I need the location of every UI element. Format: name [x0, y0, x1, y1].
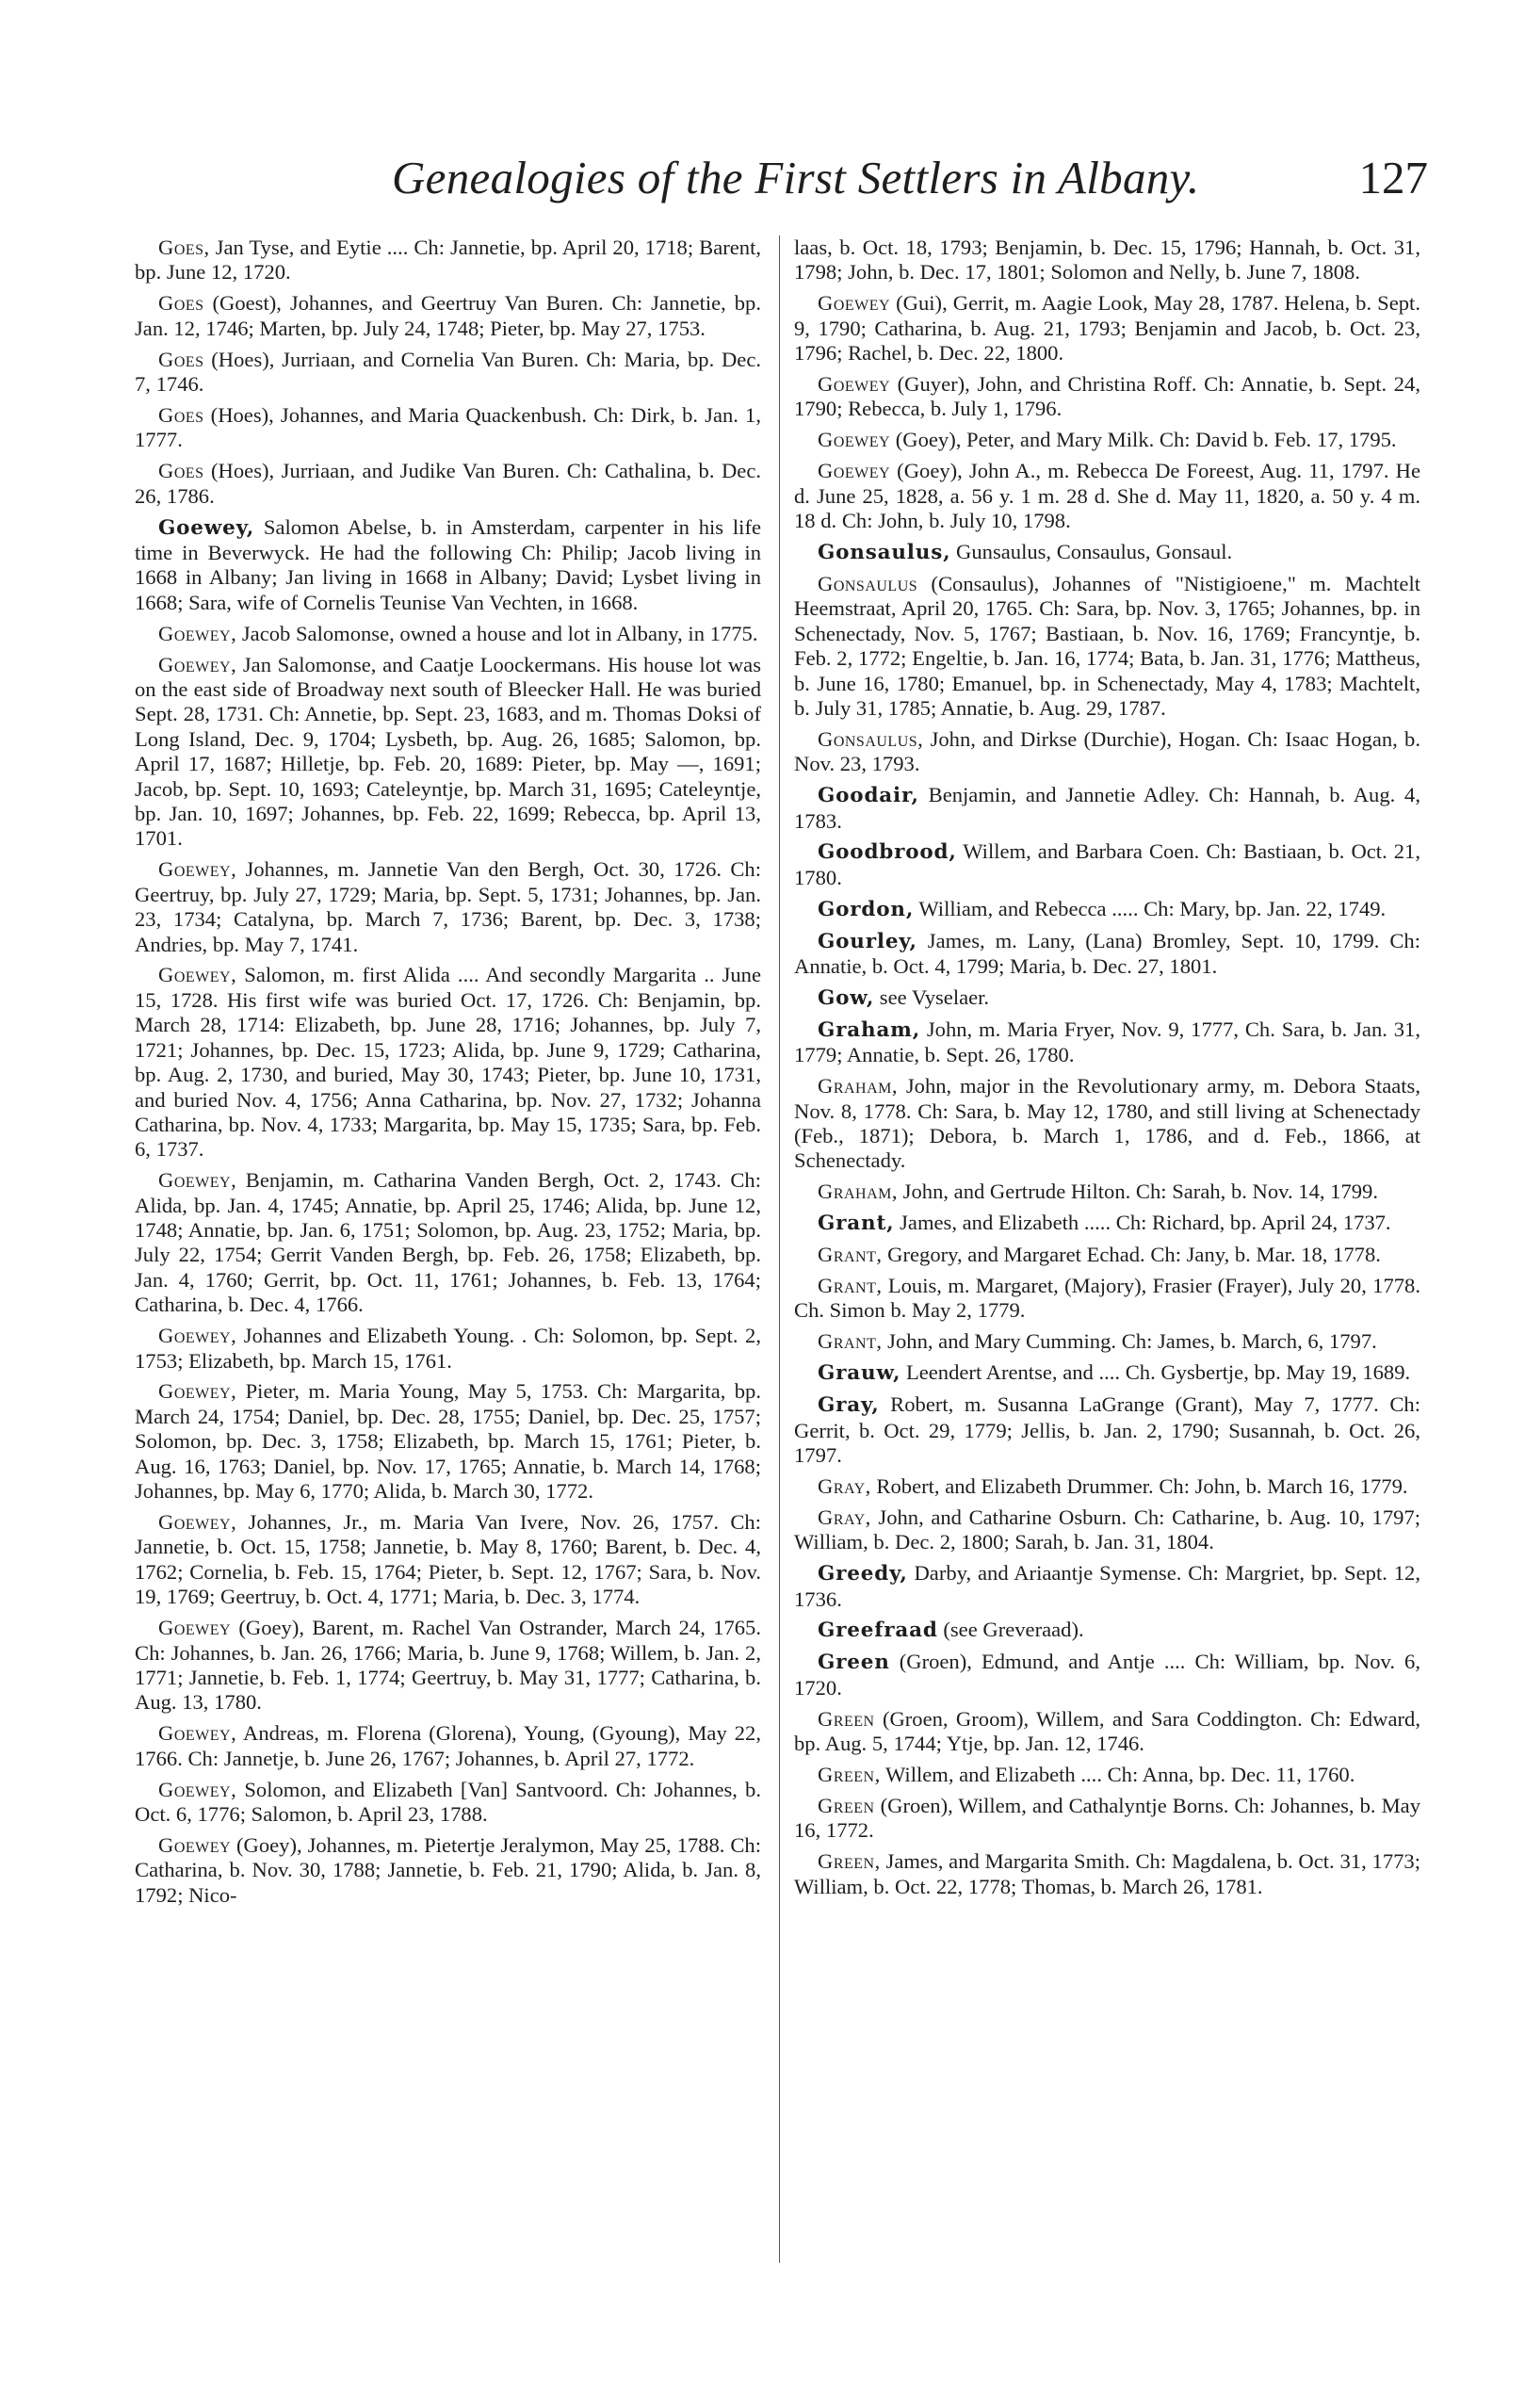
entry-text: Louis, m. Margaret, (Majory), Frasier (Frayer), July 20, 1778. Ch. Simon b. May 2, 1779. — [794, 1274, 1420, 1323]
entry-surname: Green — [818, 1793, 875, 1817]
entry-surname: Goewey, — [158, 652, 237, 676]
entry-surname: Grant, — [818, 1243, 883, 1267]
entry-surname: Gordon, — [818, 897, 915, 921]
entry-surname: Green, — [818, 1762, 881, 1786]
genealogy-entry — [135, 348, 761, 398]
entry-text: Andreas, m. Florena (Glorena), Young, (Gyoung), May 22, 1766. Ch: Jannetje, b. June 26, 1767; Johannes, b. April 27, 1772. — [135, 1721, 761, 1770]
entry-text: Salomon Abelse, b. in Amsterdam, carpenter in his life time in Beverwyck. He had the following Ch: Philip; Jacob living in 1668 in Albany; Jan living in 1668 in Albany; David; Lysbet living in 1668; Sara, wife of Cornelis Teunise Van Vechten, in 1668. — [135, 514, 761, 614]
genealogy-entry — [135, 1721, 761, 1771]
genealogy-entry — [794, 1505, 1420, 1555]
genealogy-entry — [135, 1379, 761, 1504]
entry-surname: Gonsaulus, — [818, 726, 924, 751]
genealogy-entry — [794, 839, 1420, 890]
genealogy-entry — [794, 1274, 1420, 1324]
genealogy-entry — [794, 1243, 1420, 1267]
entry-surname: Graham, — [818, 1017, 921, 1042]
entry-surname: Goewey — [818, 291, 891, 316]
entry-text: Robert, and Elizabeth Drummer. Ch: John, b. March 16, 1779. — [870, 1473, 1408, 1498]
entry-surname: Goodair, — [818, 784, 919, 808]
entry-surname: Graham, — [818, 1180, 899, 1204]
entry-surname: Goes — [158, 402, 204, 427]
entry-surname: Goes, — [158, 236, 210, 259]
entry-surname: Goewey — [818, 428, 891, 452]
running-header — [392, 151, 1428, 217]
entry-text: Leendert Arentse, and .... Ch. Gysbertje, bp. May 19, 1689. — [900, 1360, 1411, 1385]
entry-text: (Goest), Johannes, and Geertruy Van Buren. Ch: Jannetie, bp. Jan. 12, 1746; Marten, bp. July 24, 1748; Pieter, bp. May 27, 1753. — [135, 291, 761, 340]
entry-text: laas, b. Oct. 18, 1793; Benjamin, b. Dec. 15, 1796; Hannah, b. Oct. 31, 1798; John, b. Dec. 17, 1801; Solomon and Nelly, b. June 7, 1808. — [794, 236, 1420, 285]
entry-surname: Gray, — [818, 1505, 871, 1529]
genealogy-entry — [135, 963, 761, 1162]
genealogy-entry — [794, 1329, 1420, 1354]
genealogy-entry — [794, 1392, 1420, 1468]
entry-text: Pieter, m. Maria Young, May 5, 1753. Ch: Margarita, bp. March 24, 1754; Daniel, bp. Dec. 28, 1755; Daniel, bp. Dec. 25, 1757; Solomon, bp. Dec. 3, 1758; Elizabeth, bp. March 15, 1761; Pieter, b. Aug. 16, 1763; Daniel, bp. Nov. 17, 1765; Annatie, b. March 14, 1768; Johannes, bp. May 6, 1770; Alida, b. March 30, 1772. — [135, 1379, 761, 1504]
entry-surname: Goewey — [158, 1616, 232, 1640]
entry-surname: Goewey, — [158, 1379, 237, 1404]
genealogy-entry — [135, 459, 761, 509]
entry-text: Benjamin, m. Catharina Vanden Bergh, Oct. 2, 1743. Ch: Alida, bp. Jan. 4, 1745; Annatie, bp. April 25, 1746; Alida, bp. June 12, 1748; Annatie, bp. Jan. 6, 1751; Solomon, bp. Aug. 23, 1752; Maria, bp. July 22, 1754; Gerrit Vanden Bergh, bp. Feb. 26, 1758; Elizabeth, bp. Jan. 4, 1760; Gerrit, bp. Oct. 11, 1761; Johannes, b. Feb. 13, 1764; Catharina, b. Dec. 4, 1766. — [135, 1168, 761, 1317]
entry-surname: Greedy, — [818, 1562, 908, 1586]
entry-surname: Gray, — [818, 1393, 880, 1418]
genealogy-entry — [794, 540, 1420, 565]
entry-text: Darby, and Ariaantje Symense. Ch: Margriet, bp. Sept. 12, 1736. — [794, 1561, 1420, 1611]
genealogy-entry — [794, 1763, 1420, 1787]
genealogy-entry — [794, 1474, 1420, 1499]
entry-text: Benjamin, and Jannetie Adley. Ch: Hannah, b. Aug. 4, 1783. — [794, 783, 1420, 833]
entry-surname: Green, — [818, 1849, 881, 1874]
entry-surname: Graham, — [818, 1074, 899, 1098]
entry-text: (Hoes), Jurriaan, and Judike Van Buren. Ch: Cathalina, b. Dec. 26, 1786. — [135, 459, 761, 508]
genealogy-entry — [794, 372, 1420, 422]
genealogy-entry — [794, 727, 1420, 777]
entry-surname: Goewey, — [158, 963, 237, 987]
entry-surname: Goewey, — [158, 1168, 237, 1193]
entry-surname: Goodbrood, — [818, 840, 957, 865]
entry-text: James, and Elizabeth ..... Ch: Richard, bp. April 24, 1737. — [894, 1211, 1391, 1235]
genealogy-entry — [794, 897, 1420, 922]
entry-text: Jan Salomonse, and Caatje Loockermans. His house lot was on the east side of Broadway next south of Bleecker Hall. He was buried Sept. 28, 1731. Ch: Annetie, bp. Sept. 23, 1683, and m. Thomas Doksi of Long Island, Dec. 9, 1704; Lysbeth, bp. Aug. 26, 1685; Salomon, bp. April 17, 1687; Hilletje, bp. Feb. 20, 1689: Pieter, bp. May —, 1691; Jacob, bp. Sept. 10, 1693; Cateleyntje, bp. March 31, 1695; Cateleyntje, bp. Jan. 10, 1697; Johannes, bp. Feb. 22, 1699; Rebecca, bp. April 13, 1701. — [135, 652, 761, 851]
genealogy-entry — [794, 1794, 1420, 1844]
entry-text: (see Greveraad). — [937, 1618, 1084, 1642]
genealogy-entry — [794, 1561, 1420, 1612]
entry-text: (Goey), Johannes, m. Pietertje Jeralymon, May 25, 1788. Ch: Catharina, b. Nov. 30, 1788; Jannetie, b. Feb. 21, 1790; Alida, b. Jan. 8, 1792; Nico- — [135, 1832, 761, 1907]
entry-text: Gregory, and Margaret Echad. Ch: Jany, b. Mar. 18, 1778. — [882, 1243, 1381, 1267]
left-column — [135, 236, 761, 1914]
right-column — [794, 236, 1420, 1905]
genealogy-entry — [794, 428, 1420, 452]
entry-surname: Goes — [158, 291, 204, 316]
entry-text: Salomon, m. first Alida .... And secondly Margarita .. June 15, 1728. His first wife was buried Oct. 17, 1726. Ch: Benjamin, bp. March 28, 1714: Elizabeth, bp. June 28, 1716; Johannes, bp. July 7, 1721; Johannes, bp. Dec. 15, 1723; Alida, bp. June 9, 1729; Catharina, bp. Aug. 2, 1730, and buried, May 30, 1743; Pieter, bp. June 10, 1731, and buried Nov. 4, 1756; Anna Catharina, bp. Nov. 27, 1732; Johanna Catharina, bp. Nov. 4, 1733; Margarita, bp. May 15, 1735; Sara, bp. Feb. 6, 1737. — [135, 963, 761, 1162]
genealogy-entry — [794, 1074, 1420, 1174]
genealogy-entry — [794, 572, 1420, 721]
entry-surname: Greefraad — [818, 1619, 938, 1643]
entry-text: Gunsaulus, Consaulus, Gonsaul. — [950, 539, 1233, 563]
entry-text: Johannes, m. Jannetie Van den Bergh, Oct. 30, 1726. Ch: Geertruy, bp. July 27, 1729; Maria, bp. Sept. 5, 1731; Johannes, bp. Jan. 23, 1734; Catalyna, bp. March 7, 1736; Barent, bp. Dec. 3, 1738; Andries, bp. May 7, 1741. — [135, 857, 761, 956]
entry-surname: Grant, — [818, 1274, 883, 1298]
entry-text: (Hoes), Johannes, and Maria Quackenbush. Ch: Dirk, b. Jan. 1, 1777. — [135, 402, 761, 452]
entry-text: John, and Gertrude Hilton. Ch: Sarah, b. Nov. 14, 1799. — [898, 1180, 1379, 1204]
entry-text: John, m. Maria Fryer, Nov. 9, 1777, Ch. Sara, b. Jan. 31, 1779; Annatie, b. Sept. 26, 1780. — [794, 1017, 1420, 1067]
entry-surname: Green — [818, 1651, 890, 1675]
entry-surname: Goewey, — [158, 1721, 237, 1746]
genealogy-entry — [794, 459, 1420, 533]
entry-text: James, and Margarita Smith. Ch: Magdalena, b. Oct. 31, 1773; William, b. Oct. 22, 1778; Thomas, b. March 26, 1781. — [794, 1849, 1420, 1898]
genealogy-entry — [794, 1211, 1420, 1236]
genealogy-entry — [135, 1778, 761, 1828]
entry-text: Jan Tyse, and Eytie .... Ch: Jannetie, bp. April 20, 1718; Barent, bp. June 12, 1720. — [135, 236, 761, 285]
entry-surname: Goewey, — [158, 857, 237, 882]
entry-surname: Goes — [158, 347, 204, 371]
genealogy-entry — [794, 1360, 1420, 1386]
entry-surname: Gonsaulus — [818, 571, 918, 595]
column-rule — [779, 236, 780, 2263]
entry-text: (Hoes), Jurriaan, and Cornelia Van Buren. Ch: Maria, bp. Dec. 7, 1746. — [135, 347, 761, 397]
entry-surname: Goewey — [818, 372, 891, 397]
genealogy-entry — [794, 1650, 1420, 1700]
entry-surname: Grant, — [818, 1329, 883, 1354]
genealogy-entry — [794, 1707, 1420, 1757]
entry-text: Willem, and Barbara Coen. Ch: Bastiaan, b. Oct. 21, 1780. — [794, 839, 1420, 889]
entry-text: James, m. Lany, (Lana) Bromley, Sept. 10, 1799. Ch: Annatie, b. Oct. 4, 1799; Maria, b. Dec. 27, 1801. — [794, 928, 1420, 979]
entry-surname: Gourley, — [818, 929, 917, 953]
entry-text: John, major in the Revolutionary army, m. Debora Staats, Nov. 8, 1778. Ch: Sara, b. May 12, 1780, and still living at Schenectady (Feb., 1871); Debora, b. March 1, 1786, and d. Feb., 1866, at Schenectady. — [794, 1074, 1420, 1173]
genealogy-entry — [794, 1017, 1420, 1068]
entry-surname: Gray, — [818, 1473, 871, 1498]
entry-surname: Grauw, — [818, 1361, 901, 1386]
entry-text: (Consaulus), Johannes of "Nistigioene," m. Machtelt Heemstraat, April 20, 1765. Ch: Sara, bp. Nov. 3, 1765; Johannes, bp. in Schenectady, Nov. 5, 1767; Bastiaan, b. Nov. 16, 1769; Francyntje, b. Feb. 2, 1772; Engeltie, b. Jan. 16, 1774; Bata, b. Jan. 31, 1776; Mattheus, b. June 16, 1780; Emanuel, bp. in Schenectady, May 4, 1783; Machtelt, b. July 31, 1785; Annatie, b. Aug. 29, 1787. — [794, 571, 1420, 720]
entry-surname: Gonsaulus, — [818, 540, 951, 564]
entry-text: Willem, and Elizabeth .... Ch: Anna, bp. Dec. 11, 1760. — [880, 1762, 1355, 1786]
entry-surname: Gow, — [818, 985, 875, 1010]
entry-surname: Goewey — [158, 1832, 232, 1857]
genealogy-entry — [135, 1510, 761, 1610]
genealogy-entry — [135, 515, 761, 616]
genealogy-entry — [135, 1616, 761, 1716]
entry-text: Jacob Salomonse, owned a house and lot in Albany, in 1775. — [236, 621, 758, 645]
genealogy-entry — [794, 1849, 1420, 1899]
entry-text: (Groen, Groom), Willem, and Sara Coddington. Ch: Edward, bp. Aug. 5, 1744; Ytje, bp. Jan. 12, 1746. — [794, 1706, 1420, 1756]
entry-text: (Guyer), John, and Christina Roff. Ch: Annatie, b. Sept. 24, 1790; Rebecca, b. July 1, 1796. — [794, 372, 1420, 421]
entry-surname: Green — [818, 1706, 875, 1731]
running-title: Genealogies of the First Settlers in Albany. — [392, 152, 1200, 203]
entry-surname: Goewey, — [158, 621, 237, 645]
genealogy-entry — [794, 291, 1420, 366]
entry-text: John, and Mary Cumming. Ch: James, b. March, 6, 1797. — [882, 1329, 1377, 1354]
entry-surname: Goewey, — [158, 1510, 237, 1534]
genealogy-entry — [794, 985, 1420, 1011]
genealogy-entry — [794, 236, 1420, 285]
genealogy-entry — [794, 1618, 1420, 1643]
entry-text: (Goey), John A., m. Rebecca De Foreest, Aug. 11, 1797. He d. June 25, 1828, a. 56 y. 1 m. 28 d. She d. May 11, 1820, a. 50 y. 4 m. 18 d. Ch: John, b. July 10, 1798. — [794, 459, 1420, 533]
entry-text: John, and Dirkse (Durchie), Hogan. Ch: Isaac Hogan, b. Nov. 23, 1793. — [794, 726, 1420, 776]
genealogy-entry — [135, 653, 761, 852]
entry-surname: Grant, — [818, 1212, 895, 1236]
genealogy-entry — [794, 929, 1420, 980]
genealogy-entry — [135, 291, 761, 341]
entry-surname: Goewey, — [158, 1324, 237, 1348]
genealogy-entry — [135, 1833, 761, 1908]
genealogy-entry — [135, 857, 761, 957]
entry-text: (Groen), Willem, and Cathalyntje Borns. Ch: Johannes, b. May 16, 1772. — [794, 1793, 1420, 1843]
entry-text: (Goey), Barent, m. Rachel Van Ostrander, March 24, 1765. Ch: Johannes, b. Jan. 26, 1766; Maria, b. June 9, 1768; Willem, b. Jan. 2, 1771; Jannetie, b. Feb. 1, 1774; Geertruy, b. May 31, 1777; Catharina, b. Aug. 13, 1780. — [135, 1616, 761, 1715]
entry-text: (Gui), Gerrit, m. Aagie Look, May 28, 1787. Helena, b. Sept. 9, 1790; Catharina, b. Aug. 21, 1793; Benjamin and Jacob, b. Oct. 23, 1796; Rachel, b. Dec. 22, 1800. — [794, 291, 1420, 366]
entry-text: see Vyselaer. — [874, 984, 990, 1009]
entry-text: (Goey), Peter, and Mary Milk. Ch: David b. Feb. 17, 1795. — [890, 428, 1397, 452]
entry-surname: Goewey, — [158, 1777, 237, 1801]
genealogy-entry — [135, 1168, 761, 1317]
genealogy-entry — [135, 622, 761, 646]
entry-text: Johannes, Jr., m. Maria Van Ivere, Nov. 26, 1757. Ch: Jannetie, b. Oct. 15, 1758; Jannetie, b. May 8, 1760; Barent, b. Dec. 4, 1762; Cornelia, b. Feb. 15, 1764; Pieter, b. Sept. 12, 1767; Sara, b. Nov. 19, 1769; Geertruy, b. Oct. 4, 1771; Maria, b. Dec. 3, 1774. — [135, 1510, 761, 1609]
entry-surname: Goes — [158, 459, 204, 483]
entry-text: John, and Catharine Osburn. Ch: Catharine, b. Aug. 10, 1797; William, b. Dec. 2, 1800; Sarah, b. Jan. 31, 1804. — [794, 1505, 1420, 1554]
genealogy-entry — [135, 403, 761, 453]
genealogy-entry — [794, 1180, 1420, 1204]
genealogy-entry — [135, 1324, 761, 1374]
entry-text: Johannes and Elizabeth Young. . Ch: Solomon, bp. Sept. 2, 1753; Elizabeth, bp. March 15, 1761. — [135, 1324, 761, 1373]
entry-surname: Goewey, — [158, 515, 255, 540]
entry-text: William, and Rebecca ..... Ch: Mary, bp. Jan. 22, 1749. — [914, 896, 1387, 920]
entry-text: Robert, m. Susanna LaGrange (Grant), May 7, 1777. Ch: Gerrit, b. Oct. 29, 1779; Jellis, b. Jan. 2, 1790; Susannah, b. Oct. 26, 1797. — [794, 1392, 1420, 1467]
entry-text: Solomon, and Elizabeth [Van] Santvoord. Ch: Johannes, b. Oct. 6, 1776; Salomon, b. April 23, 1788. — [135, 1777, 761, 1826]
genealogy-entry — [794, 783, 1420, 834]
genealogy-entry — [135, 236, 761, 285]
entry-text: (Groen), Edmund, and Antje .... Ch: William, bp. Nov. 6, 1720. — [794, 1650, 1420, 1700]
entry-surname: Goewey — [818, 459, 891, 483]
page-number: 127 — [1358, 152, 1428, 203]
